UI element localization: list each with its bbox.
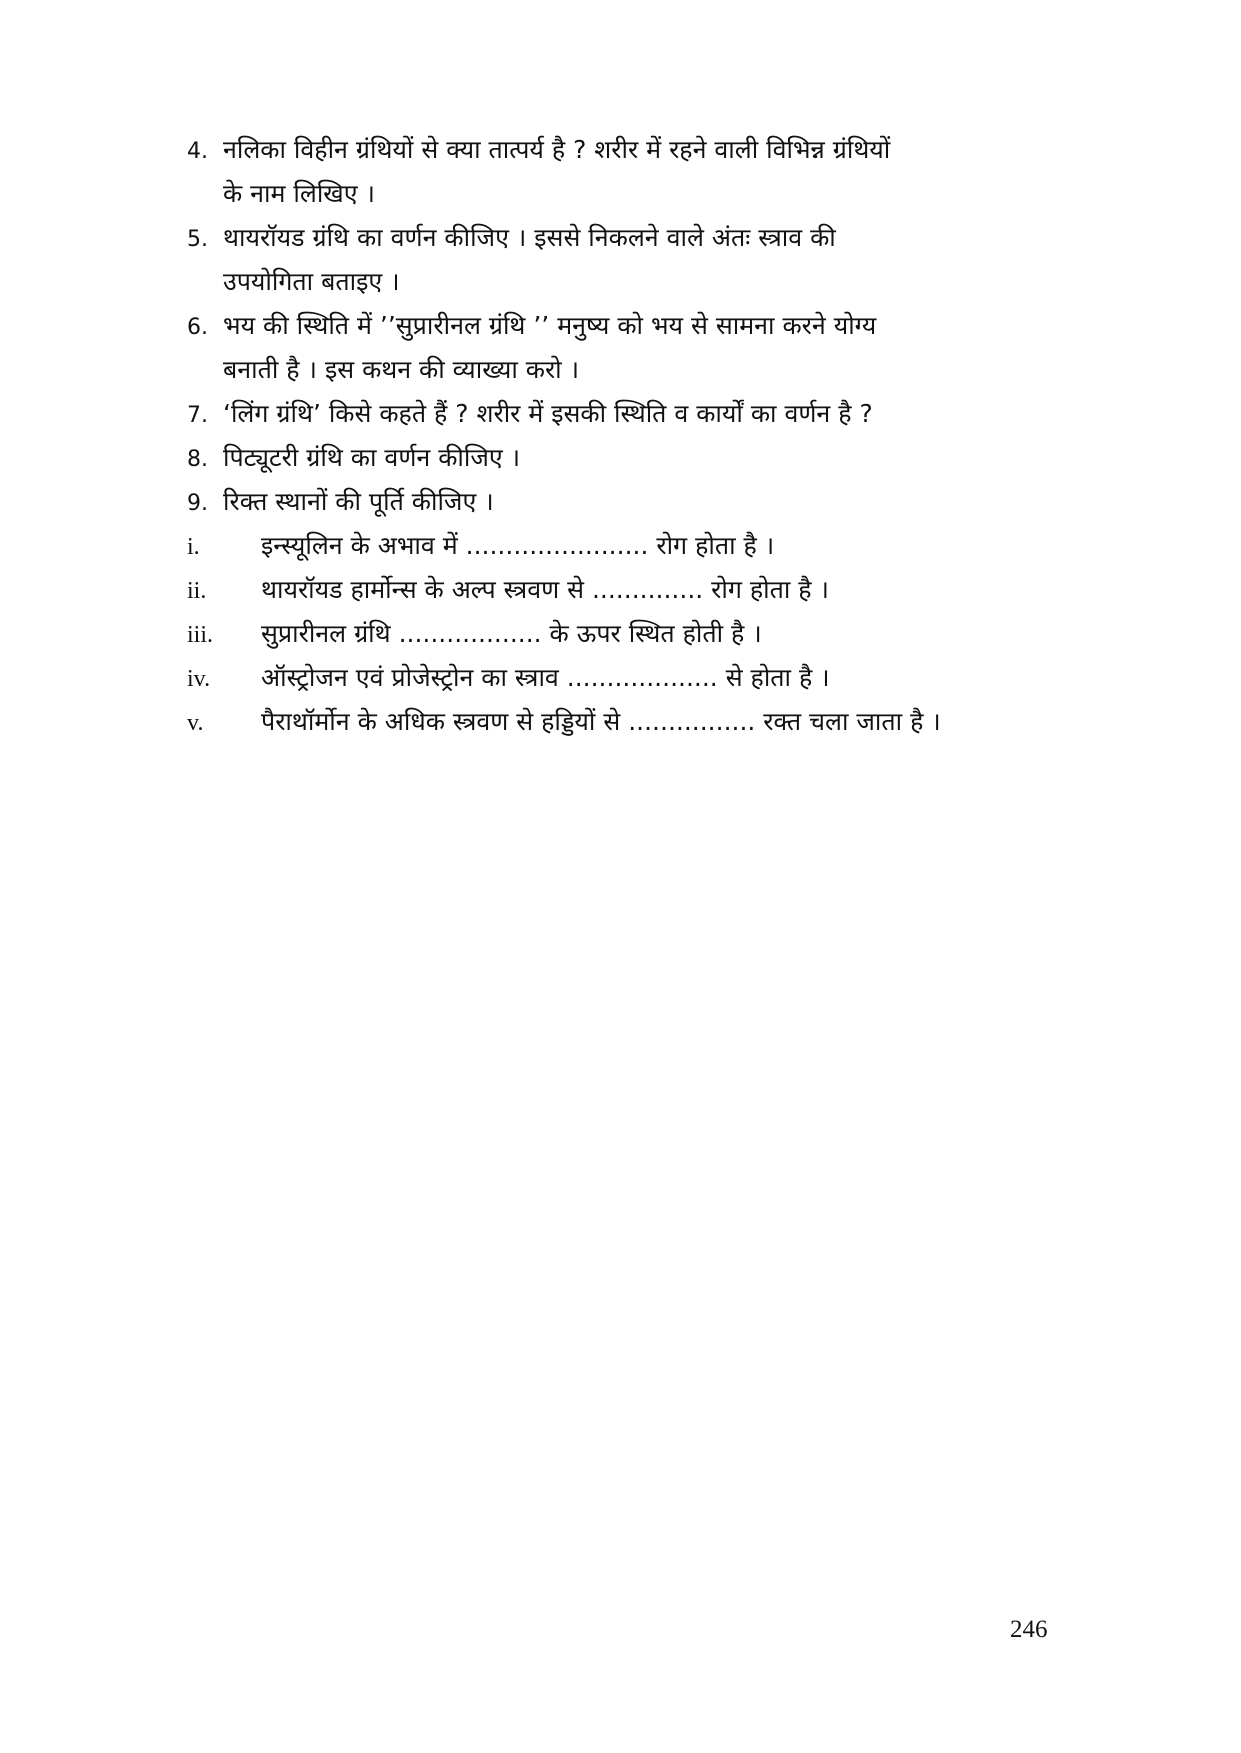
question-number: 7. (187, 403, 208, 428)
question-5-continuation: उपयोगिता बताइए । (223, 267, 400, 296)
question-number: 9. (187, 491, 208, 516)
question-5 (187, 214, 1057, 264)
question-7 (187, 390, 1057, 440)
roman-numeral: i. (187, 534, 200, 560)
question-text: रिक्त स्थानों की पूर्ति कीजिए । (223, 487, 494, 516)
question-8 (187, 434, 1057, 484)
question-6 (187, 302, 1057, 352)
fill-blank-item (187, 566, 1057, 615)
question-text: भय की स्थिति में ’’सुप्रारीनल ग्रंथि ’’ मनुष्य को भय से सामना करने योग्य (223, 311, 877, 340)
fill-blank-text: इन्स्यूलिन के अभाव में ....................... रोग होता है । (261, 531, 775, 560)
question-number: 5. (187, 227, 208, 252)
question-number: 8. (187, 447, 208, 472)
fill-blank-item (187, 522, 1057, 571)
question-4-continuation: के नाम लिखिए । (223, 179, 375, 208)
question-4 (187, 126, 1057, 176)
roman-numeral: iv. (187, 666, 211, 692)
fill-blank-text: ऑस्ट्रोजन एवं प्रोजेस्ट्रोन का स्त्राव ................... से होता है । (261, 663, 830, 692)
roman-numeral: v. (187, 710, 204, 736)
question-6-continuation: बनाती है । इस कथन की व्याख्या करो । (223, 355, 580, 384)
fill-blank-item (187, 698, 1057, 747)
fill-blank-item (187, 654, 1057, 703)
fill-blank-item (187, 610, 1057, 659)
fill-blank-text: थायरॉयड हार्मोन्स के अल्प स्त्रवण से .............. रोग होता है । (261, 575, 829, 604)
fill-blank-text: सुप्रारीनल ग्रंथि .................. के ऊपर स्थित होती है । (261, 619, 762, 648)
question-number: 6. (187, 315, 208, 340)
question-text: पिट्यूटरी ग्रंथि का वर्णन कीजिए । (223, 443, 521, 472)
question-9 (187, 478, 1057, 528)
question-number: 4. (187, 139, 208, 164)
question-text: थायरॉयड ग्रंथि का वर्णन कीजिए । इससे निकलने वाले अंतः स्त्राव की (223, 223, 836, 252)
question-text: ‘लिंग ग्रंथि’ किसे कहते हैं ? शरीर में इसकी स्थिति व कार्यों का वर्णन है ? (223, 399, 873, 428)
roman-numeral: iii. (187, 622, 214, 648)
fill-blank-text: पैराथॉर्मोन के अधिक स्त्रवण से हड्डियों से ................ रक्त चला जाता है । (261, 707, 941, 736)
roman-numeral: ii. (187, 578, 207, 604)
page-number: 246 (1010, 1616, 1048, 1643)
question-text: नलिका विहीन ग्रंथियों से क्या तात्पर्य है ? शरीर में रहने वाली विभिन्न ग्रंथियों (223, 135, 891, 164)
